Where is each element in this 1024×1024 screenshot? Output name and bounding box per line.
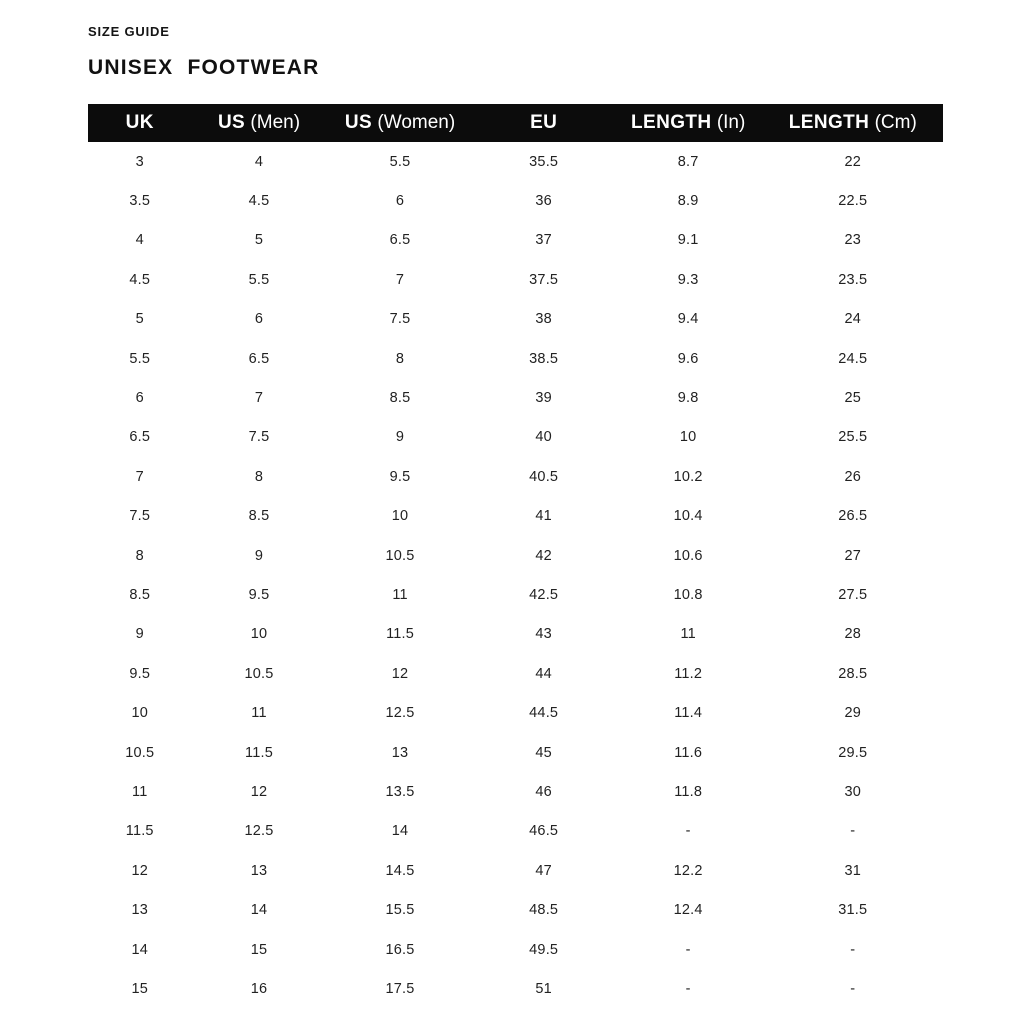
table-cell: 28.5 xyxy=(838,665,868,682)
table-row xyxy=(88,181,943,220)
table-cell: 10 xyxy=(250,626,268,643)
table-cell: 47 xyxy=(535,862,552,879)
table-cell: - xyxy=(685,980,691,997)
table-cell: 38 xyxy=(535,311,552,328)
table-cell: 6 xyxy=(135,390,144,407)
table-row xyxy=(88,378,943,417)
column-header-main: UK xyxy=(125,112,154,133)
table-cell: 26 xyxy=(844,468,862,485)
table-row xyxy=(88,969,943,1008)
table-cell: 25.5 xyxy=(838,429,868,446)
table-cell: 44.5 xyxy=(529,705,559,722)
table-cell: 42.5 xyxy=(529,586,559,603)
table-cell: 12.5 xyxy=(244,823,274,840)
table-row xyxy=(88,890,943,929)
table-cell: 11 xyxy=(392,586,408,603)
table-cell: 26.5 xyxy=(838,508,868,525)
table-row xyxy=(88,812,943,851)
table-cell: 12 xyxy=(131,862,148,879)
table-cell: 10.5 xyxy=(385,547,415,564)
table-cell: 25 xyxy=(844,390,862,407)
table-cell: 7.5 xyxy=(248,429,270,446)
table-cell: 15.5 xyxy=(385,902,415,919)
table-cell: 10 xyxy=(679,429,697,446)
table-cell: 24 xyxy=(844,311,862,328)
table-cell: 12 xyxy=(391,665,409,682)
table-cell: 11.8 xyxy=(674,783,703,800)
table-row xyxy=(88,457,943,496)
table-cell: 5 xyxy=(135,311,144,328)
table-row xyxy=(88,733,943,772)
table-cell: - xyxy=(850,941,856,958)
table-cell: 22.5 xyxy=(838,193,868,210)
table-cell: 51 xyxy=(535,980,552,997)
table-cell: 14 xyxy=(131,941,148,958)
table-row xyxy=(88,221,943,260)
table-cell: 8.9 xyxy=(677,193,699,210)
table-cell: 10.4 xyxy=(673,508,703,525)
table-row xyxy=(88,772,943,811)
table-cell: 7 xyxy=(395,271,405,288)
table-cell: - xyxy=(685,941,691,958)
table-row xyxy=(88,851,943,890)
table-cell: 9.6 xyxy=(677,350,699,367)
table-cell: 11 xyxy=(132,783,148,800)
table-cell: 43 xyxy=(535,626,552,643)
page-title: UNISEX FOOTWEAR xyxy=(88,56,320,79)
table-cell: 10 xyxy=(131,705,148,722)
table-cell: 6.5 xyxy=(389,232,411,249)
column-header-main: LENGTH xyxy=(788,112,870,133)
column-header xyxy=(327,104,474,142)
table-cell: 13 xyxy=(131,902,148,919)
table-cell: 27.5 xyxy=(838,586,868,603)
table-row xyxy=(88,418,943,457)
column-header xyxy=(614,104,763,142)
table-cell: 11.5 xyxy=(125,823,154,840)
table-cell: 7 xyxy=(254,390,264,407)
table-cell: 14.5 xyxy=(385,862,415,879)
table-cell: 28 xyxy=(844,626,862,643)
table-cell: 17.5 xyxy=(385,980,415,997)
table-cell: 6.5 xyxy=(129,429,151,446)
table-cell: 8 xyxy=(395,350,405,367)
table-cell: 46 xyxy=(535,783,552,800)
column-header-unit: (Cm) xyxy=(869,112,917,133)
table-cell: 45 xyxy=(535,744,552,761)
table-cell: 37.5 xyxy=(529,271,559,288)
table-cell: 10 xyxy=(391,508,409,525)
table-row xyxy=(88,260,943,299)
table-header-row xyxy=(88,104,943,142)
table-cell: 11.5 xyxy=(386,626,415,643)
table-row xyxy=(88,693,943,732)
table-cell: 9.5 xyxy=(389,468,411,485)
table-cell: 14 xyxy=(391,823,409,840)
table-cell: 10.2 xyxy=(673,468,703,485)
table-cell: 6 xyxy=(254,311,264,328)
table-cell: 41 xyxy=(535,508,552,525)
table-cell: 4.5 xyxy=(129,271,151,288)
column-header-main: EU xyxy=(530,112,558,133)
table-cell: 8.5 xyxy=(129,586,151,603)
column-header xyxy=(763,104,943,142)
table-cell: 10.6 xyxy=(673,547,703,564)
table-cell: 35.5 xyxy=(529,153,559,170)
table-cell: 4.5 xyxy=(248,193,270,210)
table-cell: 10.5 xyxy=(125,744,155,761)
column-header xyxy=(474,104,614,142)
size-guide-content xyxy=(88,24,943,1009)
table-cell: 38.5 xyxy=(529,350,559,367)
table-cell: 23 xyxy=(844,232,862,249)
table-cell: 6.5 xyxy=(248,350,270,367)
table-cell: 30 xyxy=(844,783,862,800)
table-cell: 8.7 xyxy=(677,153,699,170)
table-cell: 29 xyxy=(844,705,862,722)
table-cell: 3 xyxy=(135,153,144,170)
table-cell: 9 xyxy=(395,429,405,446)
table-row xyxy=(88,575,943,614)
table-cell: 40 xyxy=(535,429,552,446)
table-cell: 9.1 xyxy=(677,232,699,249)
column-header-unit: (Women) xyxy=(372,112,456,133)
table-cell: 44 xyxy=(535,665,552,682)
table-cell: 12.2 xyxy=(673,862,703,879)
table-cell: 7.5 xyxy=(129,508,151,525)
table-row xyxy=(88,930,943,969)
table-cell: 8.5 xyxy=(248,508,270,525)
table-cell: - xyxy=(685,823,691,840)
table-cell: 5.5 xyxy=(129,350,151,367)
table-cell: - xyxy=(850,980,856,997)
table-cell: 29.5 xyxy=(838,744,868,761)
table-cell: 8 xyxy=(254,468,264,485)
table-cell: 11.2 xyxy=(674,665,703,682)
table-cell: 11 xyxy=(251,705,267,722)
table-cell: 8 xyxy=(135,547,144,564)
table-row xyxy=(88,536,943,575)
table-cell: - xyxy=(850,823,856,840)
table-cell: 9 xyxy=(254,547,264,564)
column-header xyxy=(191,104,326,142)
table-cell: 12 xyxy=(250,783,268,800)
table-cell: 23.5 xyxy=(838,271,868,288)
table-cell: 36 xyxy=(535,193,552,210)
table-cell: 7.5 xyxy=(389,311,411,328)
table-cell: 46.5 xyxy=(529,823,559,840)
table-cell: 37 xyxy=(535,232,552,249)
table-cell: 11.5 xyxy=(245,744,273,761)
table-cell: 13 xyxy=(250,862,268,879)
table-cell: 13.5 xyxy=(385,783,415,800)
table-cell: 42 xyxy=(535,547,552,564)
table-cell: 11.6 xyxy=(674,744,703,761)
table-cell: 9.3 xyxy=(677,271,699,288)
table-cell: 27 xyxy=(844,547,862,564)
column-header-unit: (Men) xyxy=(245,112,301,133)
table-cell: 4 xyxy=(135,232,144,249)
table-cell: 10.8 xyxy=(673,586,703,603)
table-cell: 7 xyxy=(135,468,144,485)
size-conversion-table xyxy=(88,104,943,1009)
table-cell: 9.4 xyxy=(677,311,699,328)
table-cell: 5 xyxy=(254,232,264,249)
table-cell: 5.5 xyxy=(389,153,411,170)
column-header-main: LENGTH xyxy=(631,112,712,133)
table-cell: 6 xyxy=(395,193,405,210)
table-cell: 24.5 xyxy=(838,350,868,367)
table-cell: 4 xyxy=(254,153,264,170)
table-cell: 48.5 xyxy=(529,902,559,919)
table-cell: 22 xyxy=(844,153,862,170)
table-cell: 16.5 xyxy=(385,941,415,958)
table-cell: 16 xyxy=(250,980,268,997)
table-cell: 9.8 xyxy=(677,390,699,407)
table-cell: 10.5 xyxy=(244,665,274,682)
column-header-main: US xyxy=(344,112,373,133)
table-cell: 40.5 xyxy=(529,468,559,485)
table-cell: 13 xyxy=(391,744,409,761)
table-cell: 12.5 xyxy=(385,705,415,722)
table-row xyxy=(88,300,943,339)
table-cell: 15 xyxy=(131,980,148,997)
column-header xyxy=(88,104,191,142)
table-row xyxy=(88,339,943,378)
table-cell: 15 xyxy=(250,941,268,958)
table-cell: 9.5 xyxy=(248,586,270,603)
table-cell: 5.5 xyxy=(248,271,270,288)
table-cell: 31.5 xyxy=(838,902,868,919)
table-cell: 14 xyxy=(250,902,268,919)
table-cell: 12.4 xyxy=(673,902,703,919)
size-guide-label: SIZE GUIDE xyxy=(88,24,170,39)
table-row xyxy=(88,142,943,181)
table-cell: 9 xyxy=(135,626,144,643)
column-header-main: US xyxy=(217,112,246,133)
table-cell: 31 xyxy=(844,862,862,879)
table-row xyxy=(88,654,943,693)
table-row xyxy=(88,497,943,536)
table-cell: 39 xyxy=(535,390,552,407)
table-cell: 11.4 xyxy=(674,705,703,722)
table-cell: 9.5 xyxy=(129,665,151,682)
table-row xyxy=(88,615,943,654)
table-cell: 3.5 xyxy=(129,193,151,210)
table-cell: 49.5 xyxy=(529,941,559,958)
column-header-unit: (In) xyxy=(711,112,746,133)
table-cell: 8.5 xyxy=(389,390,411,407)
table-cell: 11 xyxy=(680,626,696,643)
